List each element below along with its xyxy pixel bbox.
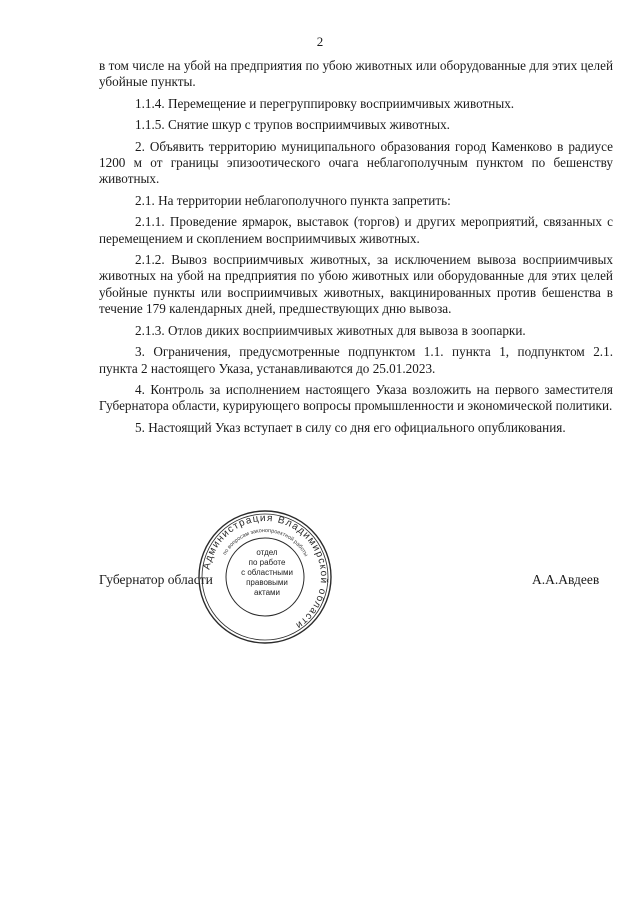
paragraph-2-1-1: 2.1.1. Проведение ярмарок, выставок (торгов) и других мероприятий, связанных с перемещением и скоплением восприимчивых животных. (99, 214, 613, 246)
signatory-position: Губернатор области (99, 572, 213, 587)
paragraph-5: 5. Настоящий Указ вступает в силу со дня его официального опубликования. (135, 419, 566, 435)
paragraph-3: 3. Ограничения, предусмотренные подпунктом 1.1. пункта 1, подпунктом 2.1. пункта 2 настоящего Указа, устанавливаются до 25.01.2023. (99, 344, 613, 376)
paragraph-2-1-2: 2.1.2. Вывоз восприимчивых животных, за исключением вывоза восприимчивых животных на убой на предприятия по убою животных или оборудованные для этих целей убойные пункты или восприимчивых животных, вакцинированных против бешенства в течение 179 календарных дней, предшествующих дню вывоза. (99, 252, 613, 317)
paragraph-continuation: в том числе на убой на предприятия по убою животных или оборудованные для этих целей убойные пункты. (99, 58, 613, 90)
stamp-ring-text: Администрация Владимирской области (201, 512, 330, 632)
svg-text:с областными: с областными (241, 568, 293, 577)
svg-text:отдел: отдел (256, 548, 278, 557)
paragraph-2-1: 2.1. На территории неблагополучного пункта запретить: (135, 192, 451, 208)
decree-body (99, 58, 613, 441)
paragraph-1-1-4: 1.1.4. Перемещение и перегруппировку восприимчивых животных. (135, 95, 515, 111)
svg-text:актами: актами (253, 588, 281, 597)
paragraph-1-1-5: 1.1.5. Снятие шкур с трупов восприимчивых животных. (135, 117, 450, 133)
stamp-inner-ring-text: по вопросам законопроектной работы (222, 527, 309, 558)
signatory-name: А.А.Авдеев (532, 572, 600, 587)
paragraph-2-1-3: 2.1.3. Отлов диких восприимчивых животных для вывоза в зоопарки. (135, 322, 526, 338)
svg-text:правовыми: правовыми (246, 578, 288, 587)
page-number: 2 (316, 34, 324, 49)
paragraph-4: 4. Контроль за исполнением настоящего Указа возложить на первого заместителя Губернатора области, курирующего вопросы промышленности и экономической политики. (99, 381, 613, 414)
svg-text:по работе: по работе (248, 558, 286, 567)
official-stamp (196, 508, 334, 646)
stamp-center-text (241, 548, 293, 597)
paragraph-2: 2. Объявить территорию муниципального образования город Каменково в радиусе 1200 м от границы эпизоотического очага неблагополучным пунктом по бешенству животных. (99, 138, 613, 187)
